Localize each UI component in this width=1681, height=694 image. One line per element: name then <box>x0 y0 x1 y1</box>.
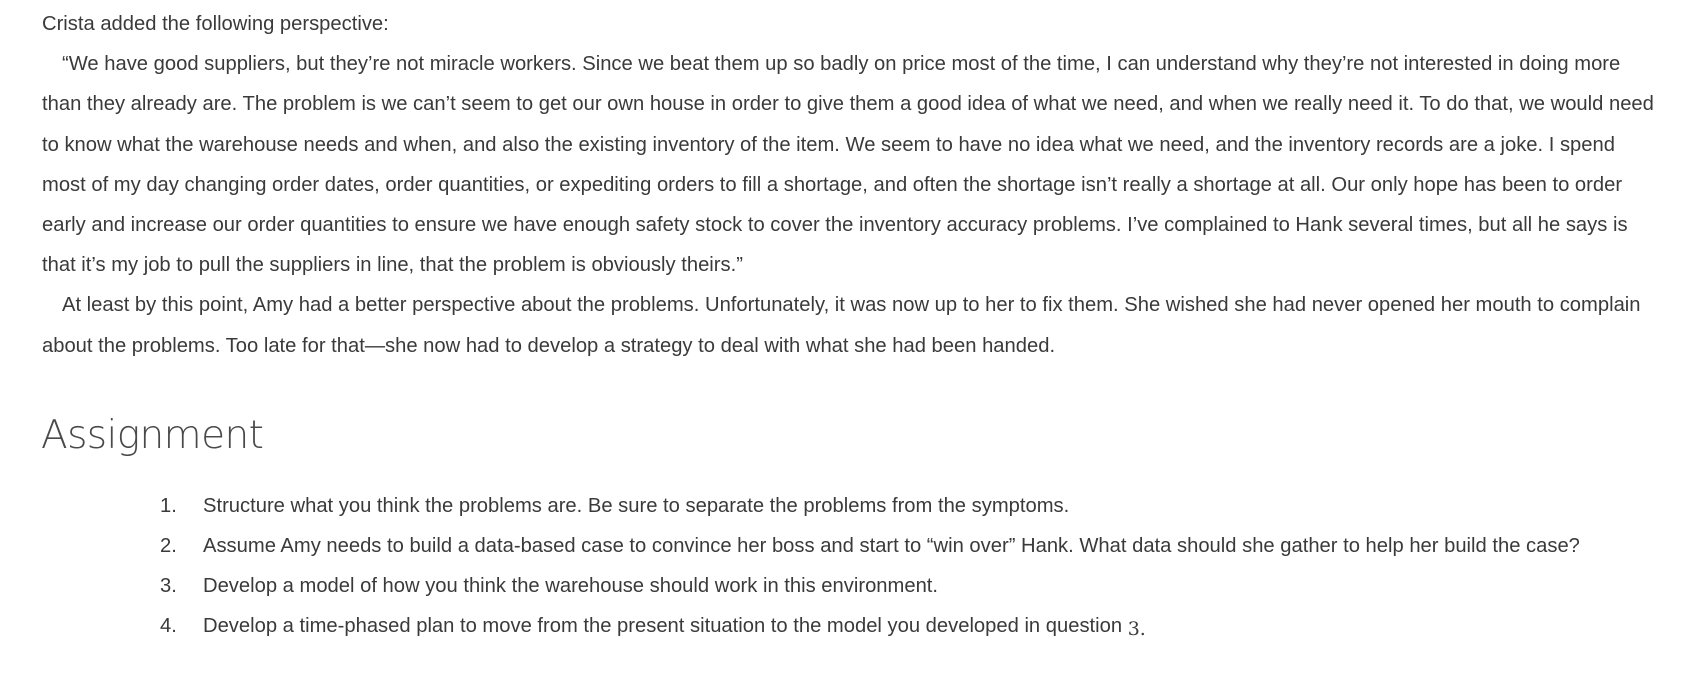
list-item-number: 2. <box>160 535 177 558</box>
list-item-text: Structure what you think the problems are. Be sure to separate the problems from the symptoms. <box>203 494 1070 517</box>
list-item-question-ref: 3. <box>1127 618 1146 641</box>
list-item <box>42 486 1662 526</box>
closing-paragraph: At least by this point, Amy had a better perspective about the problems. Unfortunately, it was now up to her to fix them. She wished she had never opened her mouth to complain about the problems. Too late for that—she now had to develop a strategy to deal with what she had been handed. <box>42 294 1641 357</box>
assignment-heading: Assignment <box>41 412 264 458</box>
list-item <box>42 566 1662 606</box>
list-item-number: 4. <box>160 615 177 638</box>
quote-paragraph: “We have good suppliers, but they’re not miracle workers. Since we beat them up so badly on price most of the time, I can understand why they’re not interested in doing more than they already are. The problem is we can’t seem to get our own house in order to give them a good idea of what we need, and when we really need it. To do that, we would need to know what the warehouse needs and when, and also the existing inventory of the item. We seem to have no idea what we need, and the inventory records are a joke. I spend most of my day changing order dates, order quantities, or expediting orders to fill a shortage, and often the shortage isn’t really a shortage at all. Our only hope has been to order early and increase our order quantities to ensure we have enough safety stock to cover the inventory accuracy problems. I’ve complained to Hank several times, but all he says is that it’s my job to pull the suppliers in line, that the problem is obviously theirs.” <box>42 53 1654 277</box>
assignment-list <box>42 486 1662 647</box>
list-item-number: 1. <box>160 494 177 517</box>
intro-paragraph: Crista added the following perspective: <box>42 13 389 35</box>
list-item-text: Develop a model of how you think the warehouse should work in this environment. <box>203 575 939 598</box>
list-item-text: Develop a time-phased plan to move from the present situation to the model you developed in question <box>203 615 1128 638</box>
document-page <box>42 0 1662 647</box>
list-item <box>42 526 1662 566</box>
list-item-number: 3. <box>160 575 177 598</box>
list-item-text: Assume Amy needs to build a data-based case to convince her boss and start to “win over” Hank. What data should she gather to help her build the case? <box>203 535 1580 558</box>
list-item <box>42 606 1662 646</box>
